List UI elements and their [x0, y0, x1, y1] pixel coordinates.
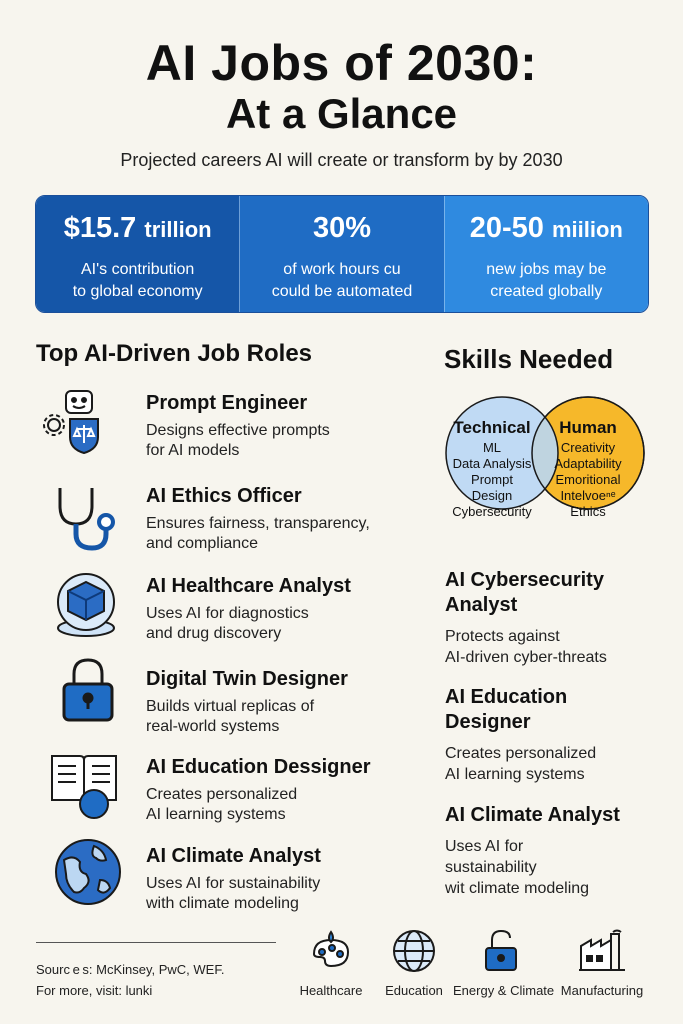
stat-new-jobs: [444, 196, 648, 312]
lock-icon: [52, 652, 124, 724]
unlock-icon: [478, 928, 524, 974]
globe-icon: [52, 836, 124, 908]
human-skills: [540, 418, 636, 520]
sources-text: Sourc e s: McKinsey, PwC, WEF.: [36, 962, 225, 977]
palette-icon: [308, 928, 354, 974]
human-label: Human: [559, 418, 617, 437]
page-description: Projected careers AI will create or transform by by 2030: [120, 150, 563, 170]
book-icon: [48, 748, 120, 820]
right-role-education: AI Education Designer Creates personalized AI learning systems: [445, 686, 597, 783]
role-digital-twin-designer: Digital Twin Designer Builds virtual replicas of real-world systems: [146, 668, 348, 735]
technical-skills: [440, 418, 544, 520]
page-subtitle-heading: At a Glance: [225, 90, 458, 137]
cube-icon: [50, 568, 122, 640]
globe-icon: [391, 928, 437, 974]
sector-healthcare: Healthcare: [283, 928, 379, 998]
technical-list: ML Data Analysis Prompt Design Cybersecurity: [452, 440, 532, 519]
robot-justice-icon: [40, 385, 112, 457]
page-title: AI Jobs of 2030:: [145, 35, 538, 91]
role-ai-ethics-officer: AI Ethics Officer Ensures fairness, transparency, and compliance: [146, 485, 370, 552]
skills-heading: Skills Needed: [444, 344, 614, 374]
stat-description: of work hours cu could be automated: [271, 261, 413, 300]
stat-description: AI's contribution to global economy: [72, 261, 203, 300]
stat-value: 20-50 miilion: [469, 212, 623, 244]
stat-value: $15.7 trillion: [63, 212, 212, 244]
right-role-cybersecurity: AI Cybersecurity Analyst Protects against AI-driven cyber-threats: [445, 569, 607, 666]
stat-description: new jobs may be created globally: [486, 261, 607, 300]
right-role-climate: AI Climate Analyst Uses AI for sustainability wit climate modeling: [445, 804, 620, 897]
visit-link[interactable]: For more, visit: lunki: [36, 983, 153, 998]
stats-banner: [35, 195, 649, 313]
role-ai-climate-analyst: AI Climate Analyst Uses AI for sustainability with climate modeling: [146, 845, 321, 912]
footer-divider: [36, 942, 276, 943]
stat-economy: [36, 196, 239, 312]
sector-energy-climate: Energy & Climate: [453, 928, 549, 998]
sector-education: Education: [366, 928, 462, 998]
sector-manufacturing: Manufacturing: [554, 928, 650, 998]
role-ai-healthcare-analyst: AI Healthcare Analyst Uses AI for diagnostics and drug discovery: [146, 575, 351, 642]
factory-icon: [577, 928, 627, 974]
role-prompt-engineer: Prompt Engineer Designs effective prompts for AI models: [146, 392, 330, 459]
stat-value: 30%: [312, 212, 372, 244]
human-list: Creativity Adaptability Emoritional Intelvoeⁿᵉ Ethics: [554, 440, 622, 519]
role-ai-education-designer: AI Education Dessigner Creates personalized AI learning systems: [146, 756, 371, 823]
stat-automation: [239, 196, 443, 312]
job-roles-heading: Top AI-Driven Job Roles: [36, 340, 313, 367]
technical-label: Technical: [453, 418, 531, 437]
stethoscope-icon: [48, 482, 120, 554]
